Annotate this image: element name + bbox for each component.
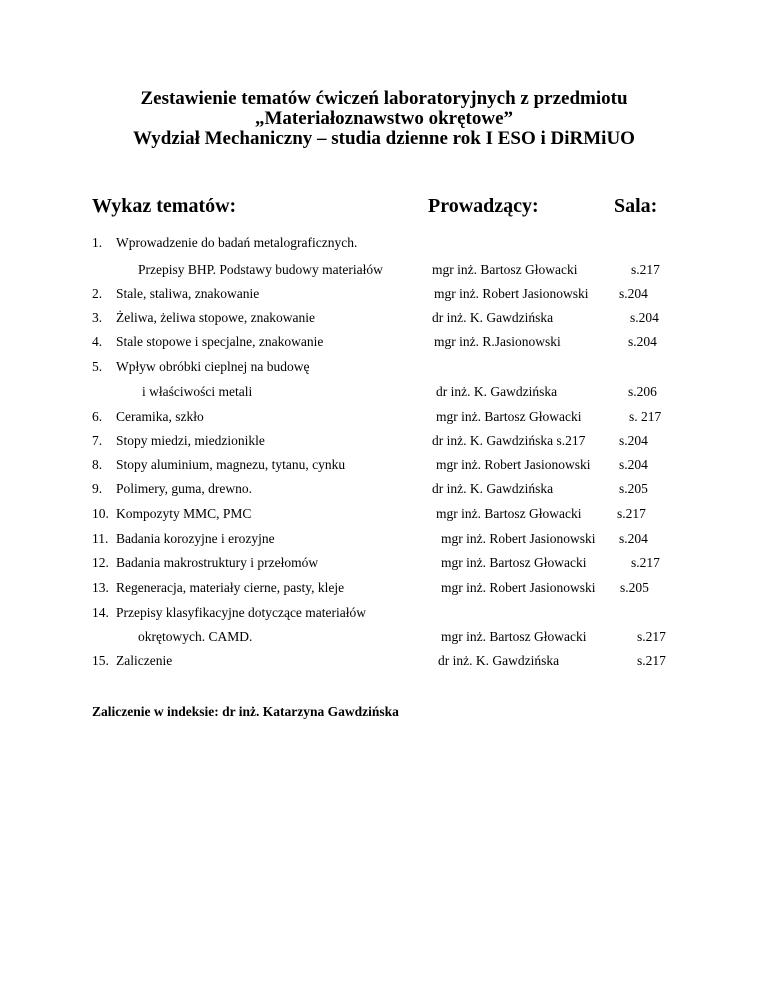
table-row <box>0 456 768 474</box>
table-row <box>0 408 768 426</box>
table-row <box>0 383 768 401</box>
row-instructor: mgr inż. Bartosz Głowacki <box>436 506 582 521</box>
row-topic: Ceramika, szkło <box>116 409 204 424</box>
title-line-3: Wydział Mechaniczny – studia dzienne rok I ESO i DiRMiUO <box>133 128 635 149</box>
row-room: s.204 <box>628 334 657 349</box>
row-instructor: mgr inż. Bartosz Głowacki <box>436 409 582 424</box>
table-row <box>0 285 768 303</box>
row-instructor: mgr inż. Bartosz Głowacki <box>441 555 587 570</box>
row-topic: Badania korozyjne i erozyjne <box>116 531 275 546</box>
row-room: s.217 <box>637 629 666 644</box>
row-topic: Wpływ obróbki cieplnej na budowę <box>116 359 310 374</box>
table-row <box>0 530 768 548</box>
row-number: 1. <box>92 235 103 250</box>
row-number: 5. <box>92 359 103 374</box>
row-number: 8. <box>92 457 103 472</box>
row-instructor: mgr inż. Robert Jasionowski <box>434 286 589 301</box>
row-topic: Regeneracja, materiały cierne, pasty, kleje <box>116 580 345 595</box>
row-number: 13. <box>92 580 109 595</box>
row-topic: i właściwości metali <box>142 384 253 399</box>
row-instructor: mgr inż. Bartosz Głowacki <box>432 262 578 277</box>
row-instructor: mgr inż. Bartosz Głowacki <box>441 629 587 644</box>
row-number: 6. <box>92 409 103 424</box>
table-row <box>0 628 768 646</box>
row-number: 3. <box>92 310 103 325</box>
instructor-column-header: Prowadzący: <box>428 195 539 217</box>
table-row <box>0 261 768 279</box>
row-topic: Polimery, guma, drewno. <box>116 481 252 496</box>
row-topic: Stale, staliwa, znakowanie <box>116 286 260 301</box>
table-row <box>0 234 768 252</box>
table-row <box>0 579 768 597</box>
row-room: s.217 <box>631 262 660 277</box>
row-instructor: dr inż. K. Gawdzińska <box>436 384 558 399</box>
row-room: s.204 <box>619 286 648 301</box>
table-row <box>0 652 768 670</box>
footer-note: Zaliczenie w indeksie: dr inż. Katarzyna Gawdzińska <box>92 704 399 719</box>
row-topic: Stale stopowe i specjalne, znakowanie <box>116 334 324 349</box>
row-number: 2. <box>92 286 103 301</box>
row-room: s.205 <box>620 580 649 595</box>
row-number: 7. <box>92 433 103 448</box>
row-instructor: dr inż. K. Gawdzińska s.217 <box>432 433 586 448</box>
row-room: s.204 <box>630 310 659 325</box>
row-room: s.217 <box>617 506 646 521</box>
row-number: 14. <box>92 605 109 620</box>
row-room: s.217 <box>637 653 666 668</box>
row-room: s. 217 <box>629 409 662 424</box>
row-number: 10. <box>92 506 109 521</box>
row-instructor: dr inż. K. Gawdzińska <box>432 481 554 496</box>
table-row <box>0 309 768 327</box>
row-topic: Wprowadzenie do badań metalograficznych. <box>116 235 358 250</box>
table-row <box>0 604 768 622</box>
row-room: s.205 <box>619 481 648 496</box>
table-row <box>0 432 768 450</box>
row-room: s.217 <box>631 555 660 570</box>
row-topic: Badania makrostruktury i przełomów <box>116 555 319 570</box>
row-topic: Stopy aluminium, magnezu, tytanu, cynku <box>116 457 346 472</box>
row-number: 4. <box>92 334 103 349</box>
row-number: 11. <box>92 531 109 546</box>
row-instructor: mgr inż. R.Jasionowski <box>434 334 561 349</box>
table-row <box>0 505 768 523</box>
row-room: s.204 <box>619 433 648 448</box>
row-instructor: mgr inż. Robert Jasionowski <box>441 531 596 546</box>
topics-column-header: Wykaz tematów: <box>92 195 237 217</box>
row-instructor: mgr inż. Robert Jasionowski <box>436 457 591 472</box>
row-instructor: mgr inż. Robert Jasionowski <box>441 580 596 595</box>
row-topic: Przepisy klasyfikacyjne dotyczące materiałów <box>116 605 367 620</box>
row-room: s.204 <box>619 531 648 546</box>
table-row <box>0 480 768 498</box>
row-number: 15. <box>92 653 109 668</box>
table-row <box>0 333 768 351</box>
row-topic: Kompozyty MMC, PMC <box>116 506 252 521</box>
row-instructor: dr inż. K. Gawdzińska <box>438 653 560 668</box>
row-number: 12. <box>92 555 109 570</box>
table-row <box>0 554 768 572</box>
row-topic: Żeliwa, żeliwa stopowe, znakowanie <box>116 310 316 325</box>
row-topic: Zaliczenie <box>116 653 173 668</box>
row-room: s.204 <box>619 457 648 472</box>
title-line-1: Zestawienie tematów ćwiczeń laboratoryjnych z przedmiotu <box>140 88 628 109</box>
row-instructor: dr inż. K. Gawdzińska <box>432 310 554 325</box>
row-topic: Przepisy BHP. Podstawy budowy materiałów <box>138 262 383 277</box>
table-row <box>0 358 768 376</box>
row-room: s.206 <box>628 384 657 399</box>
room-column-header: Sala: <box>614 195 658 217</box>
row-topic: okrętowych. CAMD. <box>138 629 253 644</box>
row-topic: Stopy miedzi, miedzionikle <box>116 433 265 448</box>
title-line-2: „Materiałoznawstwo okrętowe” <box>254 108 513 129</box>
row-number: 9. <box>92 481 103 496</box>
